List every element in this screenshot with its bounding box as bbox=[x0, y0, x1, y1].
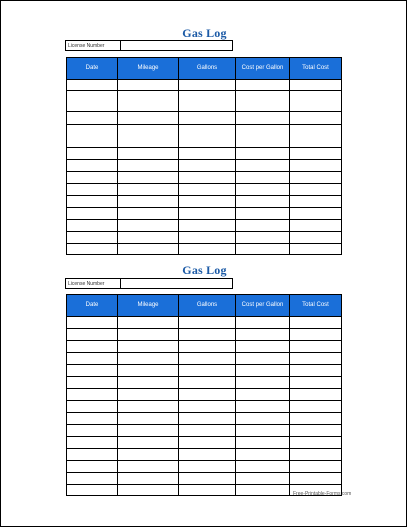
table-cell[interactable] bbox=[236, 485, 290, 496]
table-cell[interactable] bbox=[290, 449, 342, 461]
table-cell[interactable] bbox=[236, 148, 290, 160]
table-row bbox=[67, 317, 342, 329]
log-title: Gas Log bbox=[182, 26, 227, 40]
table-cell[interactable] bbox=[290, 184, 342, 196]
table-cell[interactable] bbox=[179, 449, 236, 461]
table-cell[interactable] bbox=[179, 208, 236, 220]
table-cell[interactable] bbox=[290, 425, 342, 437]
table-cell[interactable] bbox=[179, 365, 236, 377]
table-cell[interactable] bbox=[236, 461, 290, 473]
table-row bbox=[67, 437, 342, 449]
table-cell[interactable] bbox=[118, 196, 179, 208]
table-cell[interactable] bbox=[179, 473, 236, 485]
gas-log-table bbox=[66, 57, 342, 255]
table-row bbox=[67, 232, 342, 244]
table-cell[interactable] bbox=[236, 413, 290, 425]
table-cell[interactable] bbox=[67, 377, 118, 389]
table-cell[interactable] bbox=[67, 389, 118, 401]
table-row bbox=[67, 473, 342, 485]
table-cell[interactable] bbox=[290, 112, 342, 125]
table-cell[interactable] bbox=[290, 317, 342, 329]
table-cell[interactable] bbox=[118, 184, 179, 196]
column-header-total-cost: Total Cost bbox=[290, 295, 342, 317]
column-header-cost-per-gallon: Cost per Gallon bbox=[236, 295, 290, 317]
table-cell[interactable] bbox=[67, 232, 118, 244]
table-cell[interactable] bbox=[236, 220, 290, 232]
column-header-mileage: Mileage bbox=[118, 295, 179, 317]
table-cell[interactable] bbox=[67, 220, 118, 232]
table-row bbox=[67, 461, 342, 473]
table-cell[interactable] bbox=[118, 377, 179, 389]
table-cell[interactable] bbox=[118, 172, 179, 184]
table-row bbox=[67, 425, 342, 437]
table-cell[interactable] bbox=[290, 329, 342, 341]
table-row bbox=[67, 172, 342, 184]
table-cell[interactable] bbox=[118, 425, 179, 437]
table-cell[interactable] bbox=[236, 353, 290, 365]
table-cell[interactable] bbox=[67, 112, 118, 125]
table-cell[interactable] bbox=[118, 329, 179, 341]
table-cell[interactable] bbox=[118, 232, 179, 244]
table-row bbox=[67, 365, 342, 377]
table-cell[interactable] bbox=[236, 473, 290, 485]
table-cell[interactable] bbox=[179, 91, 236, 112]
table-cell[interactable] bbox=[179, 413, 236, 425]
table-row bbox=[67, 413, 342, 425]
table-cell[interactable] bbox=[67, 425, 118, 437]
table-cell[interactable] bbox=[118, 91, 179, 112]
table-row bbox=[67, 196, 342, 208]
table-cell[interactable] bbox=[67, 353, 118, 365]
table-row bbox=[67, 91, 342, 112]
table-cell[interactable] bbox=[67, 125, 118, 148]
table-cell[interactable] bbox=[67, 317, 118, 329]
table-cell[interactable] bbox=[290, 196, 342, 208]
column-header-mileage: Mileage bbox=[118, 58, 179, 80]
table-cell[interactable] bbox=[118, 317, 179, 329]
table-cell[interactable] bbox=[236, 80, 290, 91]
table-cell[interactable] bbox=[179, 389, 236, 401]
table-cell[interactable] bbox=[236, 401, 290, 413]
table-cell[interactable] bbox=[67, 437, 118, 449]
table-cell[interactable] bbox=[179, 377, 236, 389]
table-cell[interactable] bbox=[179, 461, 236, 473]
table-cell[interactable] bbox=[290, 389, 342, 401]
license-number-label: License Number bbox=[66, 41, 121, 50]
table-cell[interactable] bbox=[118, 125, 179, 148]
table-cell[interactable] bbox=[179, 232, 236, 244]
column-header-cost-per-gallon: Cost per Gallon bbox=[236, 58, 290, 80]
table-cell[interactable] bbox=[290, 91, 342, 112]
table-cell[interactable] bbox=[290, 365, 342, 377]
table-cell[interactable] bbox=[67, 329, 118, 341]
table-cell[interactable] bbox=[179, 353, 236, 365]
table-cell[interactable] bbox=[118, 208, 179, 220]
table-row bbox=[67, 244, 342, 255]
table-cell[interactable] bbox=[67, 473, 118, 485]
table-cell[interactable] bbox=[179, 160, 236, 172]
table-row bbox=[67, 184, 342, 196]
column-header-total-cost: Total Cost bbox=[290, 58, 342, 80]
table-row bbox=[67, 401, 342, 413]
table-row bbox=[67, 148, 342, 160]
table-cell[interactable] bbox=[236, 449, 290, 461]
table-cell[interactable] bbox=[290, 473, 342, 485]
table-cell[interactable] bbox=[236, 172, 290, 184]
table-cell[interactable] bbox=[67, 172, 118, 184]
table-cell[interactable] bbox=[179, 196, 236, 208]
table-cell[interactable] bbox=[118, 413, 179, 425]
table-cell[interactable] bbox=[67, 341, 118, 353]
table-cell[interactable] bbox=[290, 341, 342, 353]
table-cell[interactable] bbox=[290, 148, 342, 160]
table-cell[interactable] bbox=[236, 425, 290, 437]
table-cell[interactable] bbox=[67, 196, 118, 208]
table-cell[interactable] bbox=[118, 365, 179, 377]
table-cell[interactable] bbox=[236, 125, 290, 148]
table-cell[interactable] bbox=[290, 80, 342, 91]
table-row bbox=[67, 112, 342, 125]
table-row bbox=[67, 341, 342, 353]
table-cell[interactable] bbox=[179, 220, 236, 232]
table-row bbox=[67, 208, 342, 220]
table-cell[interactable] bbox=[67, 91, 118, 112]
table-cell[interactable] bbox=[67, 365, 118, 377]
table-cell[interactable] bbox=[179, 329, 236, 341]
table-cell[interactable] bbox=[290, 413, 342, 425]
table-cell[interactable] bbox=[236, 437, 290, 449]
table-cell[interactable] bbox=[290, 353, 342, 365]
table-row bbox=[67, 389, 342, 401]
table-cell[interactable] bbox=[290, 461, 342, 473]
table-cell[interactable] bbox=[179, 148, 236, 160]
table-cell[interactable] bbox=[290, 220, 342, 232]
table-row bbox=[67, 80, 342, 91]
table-cell[interactable] bbox=[179, 485, 236, 496]
column-header-gallons: Gallons bbox=[179, 295, 236, 317]
table-cell[interactable] bbox=[179, 437, 236, 449]
table-cell[interactable] bbox=[67, 160, 118, 172]
table-cell[interactable] bbox=[118, 401, 179, 413]
table-cell[interactable] bbox=[118, 112, 179, 125]
license-number-field[interactable] bbox=[65, 40, 233, 51]
table-cell[interactable] bbox=[67, 401, 118, 413]
table-cell[interactable] bbox=[67, 184, 118, 196]
table-cell[interactable] bbox=[290, 172, 342, 184]
table-cell[interactable] bbox=[67, 449, 118, 461]
table-cell[interactable] bbox=[290, 437, 342, 449]
table-cell[interactable] bbox=[290, 401, 342, 413]
table-cell[interactable] bbox=[290, 125, 342, 148]
table-cell[interactable] bbox=[118, 220, 179, 232]
table-row bbox=[67, 353, 342, 365]
table-row bbox=[67, 377, 342, 389]
table-cell[interactable] bbox=[118, 244, 179, 255]
license-number-value[interactable] bbox=[121, 279, 232, 288]
table-cell[interactable] bbox=[118, 341, 179, 353]
table-cell[interactable] bbox=[179, 80, 236, 91]
table-cell[interactable] bbox=[118, 473, 179, 485]
table-cell[interactable] bbox=[67, 148, 118, 160]
log-title: Gas Log bbox=[182, 263, 227, 277]
column-header-date: Date bbox=[67, 58, 118, 80]
table-cell[interactable] bbox=[236, 377, 290, 389]
table-cell[interactable] bbox=[118, 353, 179, 365]
column-header-date: Date bbox=[67, 295, 118, 317]
table-cell[interactable] bbox=[236, 244, 290, 255]
table-cell[interactable] bbox=[179, 172, 236, 184]
table-cell[interactable] bbox=[67, 413, 118, 425]
table-cell[interactable] bbox=[290, 232, 342, 244]
table-cell[interactable] bbox=[290, 244, 342, 255]
table-cell[interactable] bbox=[236, 208, 290, 220]
license-number-field[interactable] bbox=[65, 278, 233, 289]
table-cell[interactable] bbox=[179, 341, 236, 353]
table-cell[interactable] bbox=[118, 437, 179, 449]
table-cell[interactable] bbox=[118, 80, 179, 91]
table-row bbox=[67, 220, 342, 232]
table-cell[interactable] bbox=[236, 329, 290, 341]
table-cell[interactable] bbox=[67, 461, 118, 473]
table-cell[interactable] bbox=[67, 485, 118, 496]
table-cell[interactable] bbox=[290, 160, 342, 172]
table-cell[interactable] bbox=[118, 461, 179, 473]
table-cell[interactable] bbox=[179, 401, 236, 413]
gas-log-table bbox=[66, 294, 342, 496]
license-number-label: License Number bbox=[66, 279, 121, 288]
table-cell[interactable] bbox=[179, 244, 236, 255]
table-cell[interactable] bbox=[236, 341, 290, 353]
table-cell[interactable] bbox=[179, 184, 236, 196]
table-cell[interactable] bbox=[67, 80, 118, 91]
license-number-value[interactable] bbox=[121, 41, 232, 50]
table-cell[interactable] bbox=[236, 160, 290, 172]
table-cell[interactable] bbox=[236, 317, 290, 329]
table-cell[interactable] bbox=[179, 125, 236, 148]
table-cell[interactable] bbox=[236, 232, 290, 244]
table-cell[interactable] bbox=[67, 208, 118, 220]
table-cell[interactable] bbox=[179, 317, 236, 329]
table-cell[interactable] bbox=[118, 485, 179, 496]
table-row bbox=[67, 449, 342, 461]
column-header-gallons: Gallons bbox=[179, 58, 236, 80]
table-row bbox=[67, 329, 342, 341]
table-cell[interactable] bbox=[118, 148, 179, 160]
table-cell[interactable] bbox=[290, 377, 342, 389]
table-cell[interactable] bbox=[118, 389, 179, 401]
table-cell[interactable] bbox=[179, 425, 236, 437]
table-cell[interactable] bbox=[236, 196, 290, 208]
table-cell[interactable] bbox=[236, 112, 290, 125]
table-cell[interactable] bbox=[118, 160, 179, 172]
table-row bbox=[67, 160, 342, 172]
table-cell[interactable] bbox=[236, 365, 290, 377]
table-cell[interactable] bbox=[236, 184, 290, 196]
table-cell[interactable] bbox=[118, 449, 179, 461]
footer-credit: Free-Printable-Forms.com bbox=[293, 491, 352, 497]
table-cell[interactable] bbox=[67, 244, 118, 255]
table-cell[interactable] bbox=[236, 389, 290, 401]
table-row bbox=[67, 125, 342, 148]
table-cell[interactable] bbox=[179, 112, 236, 125]
table-cell[interactable] bbox=[236, 91, 290, 112]
table-cell[interactable] bbox=[290, 208, 342, 220]
